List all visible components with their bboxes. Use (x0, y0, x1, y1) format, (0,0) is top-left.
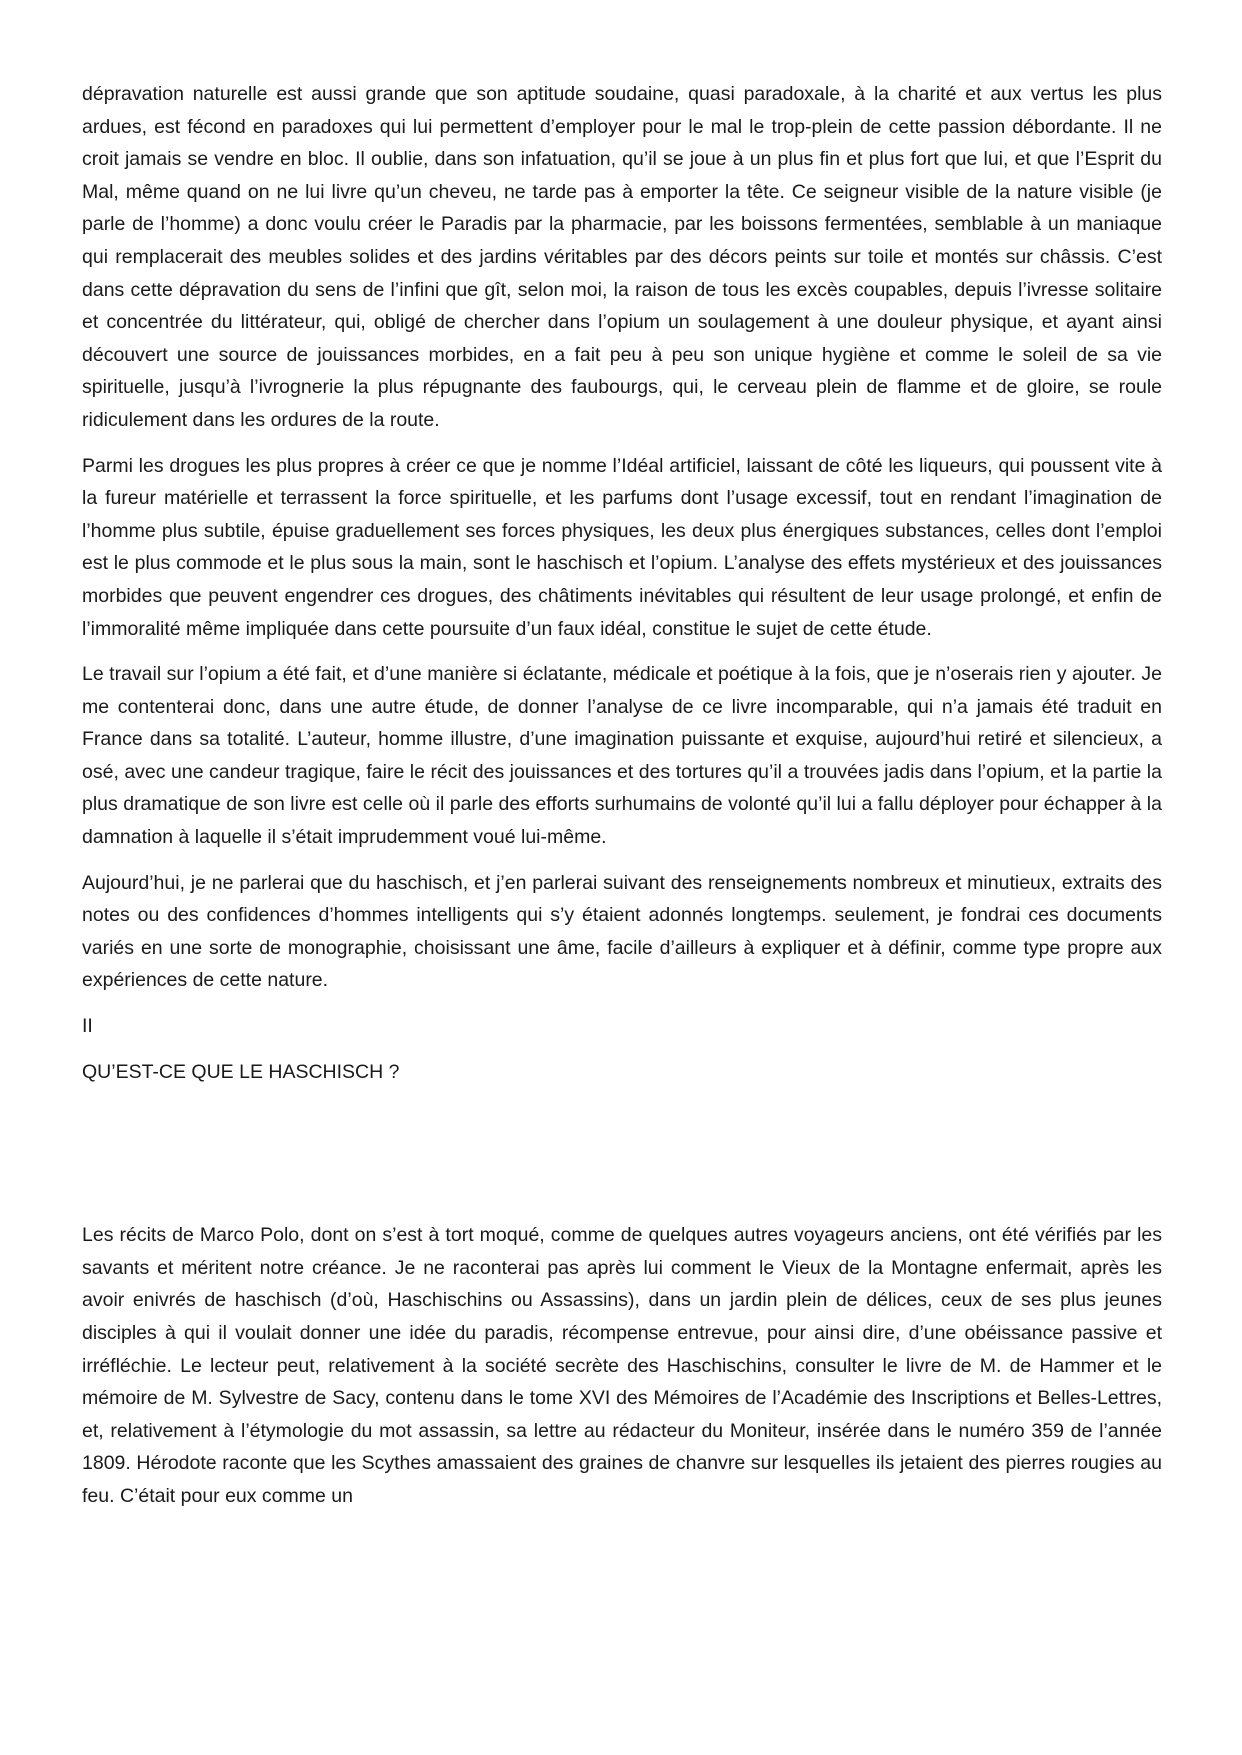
paragraph-opium: Le travail sur l’opium a été fait, et d’une manière si éclatante, médicale et poétique à la fois, que je n’oserais rien y ajouter. Je me contenterai donc, dans une autre étude, de donner l’analyse de ce livre incomparable, qui n’a jamais été traduit en France dans sa totalité. L’auteur, homme illustre, d’une imagination puissante et exquise, aujourd’hui retiré et silencieux, a osé, avec une candeur tragique, faire le récit des jouissances et des tortures qu’il a trouvées jadis dans l’opium, et la partie la plus dramatique de son livre est celle où il parle des efforts surhumains de volonté qu’il lui a fallu déployer pour échapper à la damnation à laquelle il s’était imprudemment voué lui-même. (82, 663, 1162, 849)
blank-space (82, 1101, 1162, 1219)
document-page (82, 78, 1162, 1526)
paragraph-drogues: Parmi les drogues les plus propres à créer ce que je nomme l’Idéal artificiel, laissant de côté les liqueurs, qui poussent vite à la fureur matérielle et terrassent la force spirituelle, et les parfums dont l’usage excessif, tout en rendant l’imagination de l’homme plus subtile, épuise graduellement ses forces physiques, les deux plus énergiques substances, celles dont l’emploi est le plus commode et le plus sous la main, sont le haschisch et l’opium. L’analyse des effets mystérieux et des jouissances morbides que peuvent engendrer ces drogues, des châtiments inévitables qui résultent de leur usage prolongé, et enfin de l’immoralité même impliquée dans cette poursuite d’un faux idéal, constitue le sujet de cette étude. (82, 454, 1162, 640)
paragraph-marco-polo: Les récits de Marco Polo, dont on s’est à tort moqué, comme de quelques autres voyageurs anciens, ont été vérifiés par les savants et méritent notre créance. Je ne raconterai pas après lui comment le Vieux de la Montagne enfermait, après les avoir enivrés de haschisch (d’où, Haschischins ou Assassins), dans un jardin plein de délices, ceux de ses plus jeunes disciples à qui il voulait donner une idée du paradis, récompense entrevue, pour ainsi dire, d’une obéissance passive et irréfléchie. Le lecteur peut, relativement à la société secrète des Haschischins, consulter le livre de M. de Hammer et le mémoire de M. Sylvestre de Sacy, contenu dans le tome XVI des Mémoires de l’Académie des Inscriptions et Belles-Lettres, et, relativement à l’étymologie du mot assassin, sa lettre au rédacteur du Moniteur, insérée dans le numéro 359 de l’année 1809. Hérodote raconte que les Scythes amassaient des graines de chanvre sur lesquelles ils jetaient des pierres rougies au feu. C’était pour eux comme un (82, 1224, 1162, 1507)
chapter-title: QU’EST-CE QUE LE HASCHISCH ? (82, 1060, 400, 1083)
chapter-number: II (82, 1015, 93, 1038)
paragraph-haschisch: Aujourd’hui, je ne parlerai que du haschisch, et j’en parlerai suivant des renseignements nombreux et minutieux, extraits des notes ou des confidences d’hommes intelligents qui s’y étaient adonnés longtemps. seulement, je fondrai ces documents variés en une sorte de monographie, choisissant une âme, facile d’ailleurs à expliquer et à définir, comme type propre aux expériences de cette nature. (82, 871, 1162, 992)
paragraph-depravation: dépravation naturelle est aussi grande que son aptitude soudaine, quasi paradoxale, à la charité et aux vertus les plus ardues, est fécond en paradoxes qui lui permettent d’employer pour le mal le trop-plein de cette passion débordante. Il ne croit jamais se vendre en bloc. Il oublie, dans son infatuation, qu’il se joue à un plus fin et plus fort que lui, et que l’Esprit du Mal, même quand on ne lui livre qu’un cheveu, ne tarde pas à emporter la tête. Ce seigneur visible de la nature visible (je parle de l’homme) a donc voulu créer le Paradis par la pharmacie, par les boissons fermentées, semblable à un maniaque qui remplacerait des meubles solides et des jardins véritables par des décors peints sur toile et montés sur châssis. C’est dans cette dépravation du sens de l’infini que gît, selon moi, la raison de tous les excès coupables, depuis l’ivresse solitaire et concentrée du littérateur, qui, obligé de chercher dans l’opium un soulagement à une douleur physique, et ayant ainsi découvert une source de jouissances morbides, en a fait peu à peu son unique hygiène et comme le soleil de sa vie spirituelle, jusqu’à l’ivrognerie la plus répugnante des faubourgs, qui, le cerveau plein de flamme et de gloire, se roule ridiculement dans les ordures de la route. (82, 83, 1162, 431)
